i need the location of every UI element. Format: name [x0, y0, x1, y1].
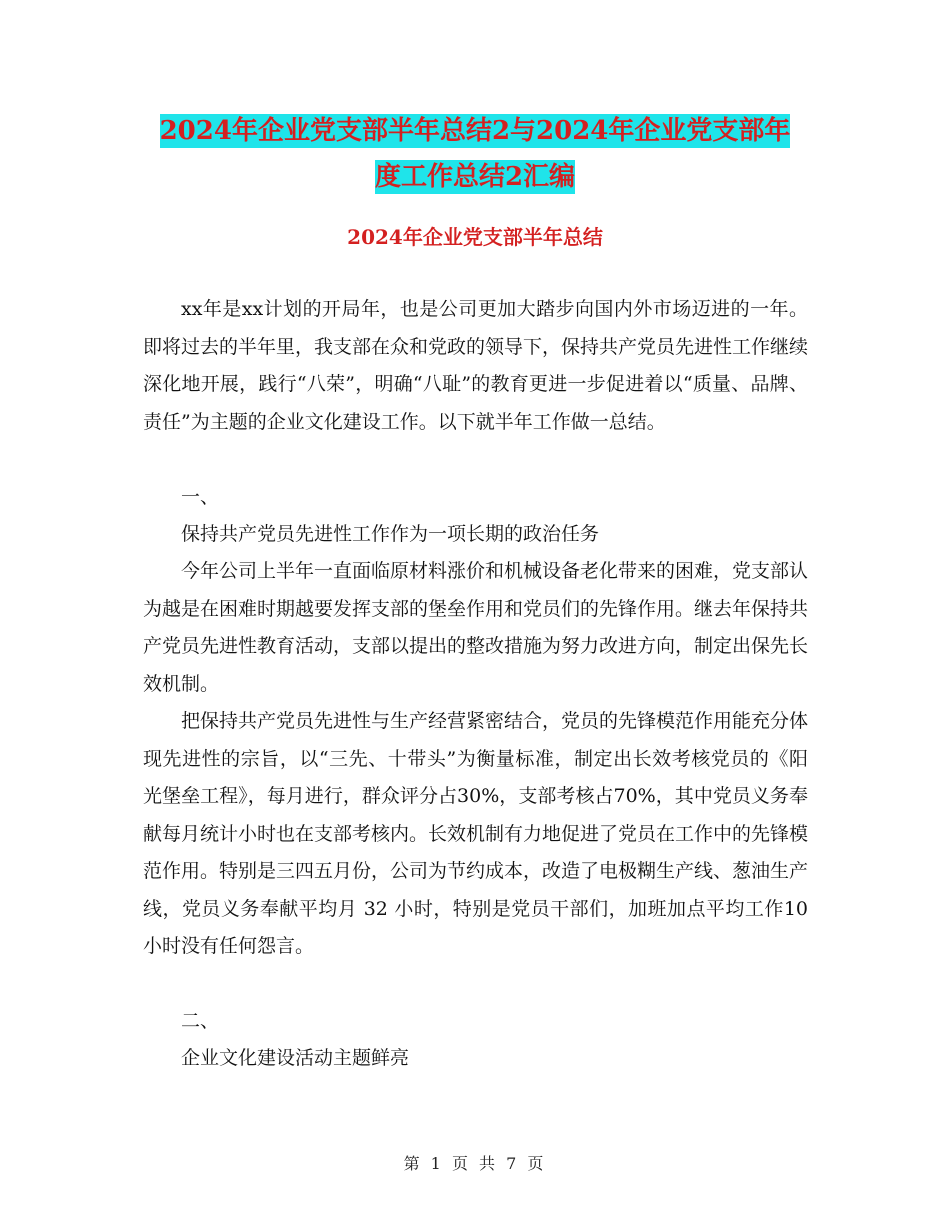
page-number: 第 1 页 共 7 页 [403, 1154, 547, 1173]
title-line-1: 2024年企业党支部半年总结2与2024年企业党支部年 [159, 116, 791, 146]
heading-one: 保持共产党员先进性工作作为一项长期的政治任务 [181, 523, 600, 545]
heading-two: 企业文化建设活动主题鲜亮 [181, 1047, 410, 1069]
paragraph-intro: xx年是xx计划的开局年，也是公司更加大踏步向国内外市场迈进的一年。即将过去的半年里，我支部在众和党政的领导下，保持共产党员先进性工作继续深化地开展，践行“八荣”，明确“八耻”的教育更进一步促进着以“质量、品牌、责任”为主题的企业文化建设工作。以下就半年工作做一总结。 [143, 298, 809, 433]
document-title [0, 108, 950, 200]
heading-number-two: 二、 [181, 1010, 220, 1032]
section-title: 2024年企业党支部半年总结 [347, 225, 603, 249]
heading-number-one: 一、 [181, 486, 220, 508]
paragraph-difficulties: 今年公司上半年一直面临原材料涨价和机械设备老化带来的困难，党支部认为越是在困难时期越要发挥支部的堡垒作用和党员们的先锋作用。继去年保持共产党员先进性教育活动，支部以提出的整改措施为努力改进方向，制定出保先长效机制。 [143, 560, 809, 695]
paragraph-mechanism: 把保持共产党员先进性与生产经营紧密结合，党员的先锋模范作用能充分体现先进性的宗旨，以“三先、十带头”为衡量标准，制定出长效考核党员的《阳光堡垒工程》，每月进行，群众评分占30%，支部考核占70%，其中党员义务奉献每月统计小时也在支部考核内。长效机制有力地促进了党员在工作中的先锋模范作用。特别是三四五月份，公司为节约成本，改造了电极糊生产线、葱油生产线，党员义务奉献平均月 32 小时，特别是党员干部们，加班加点平均工作10小时没有任何怨言。 [143, 710, 809, 957]
title-line-2: 度工作总结2汇编 [374, 162, 576, 192]
